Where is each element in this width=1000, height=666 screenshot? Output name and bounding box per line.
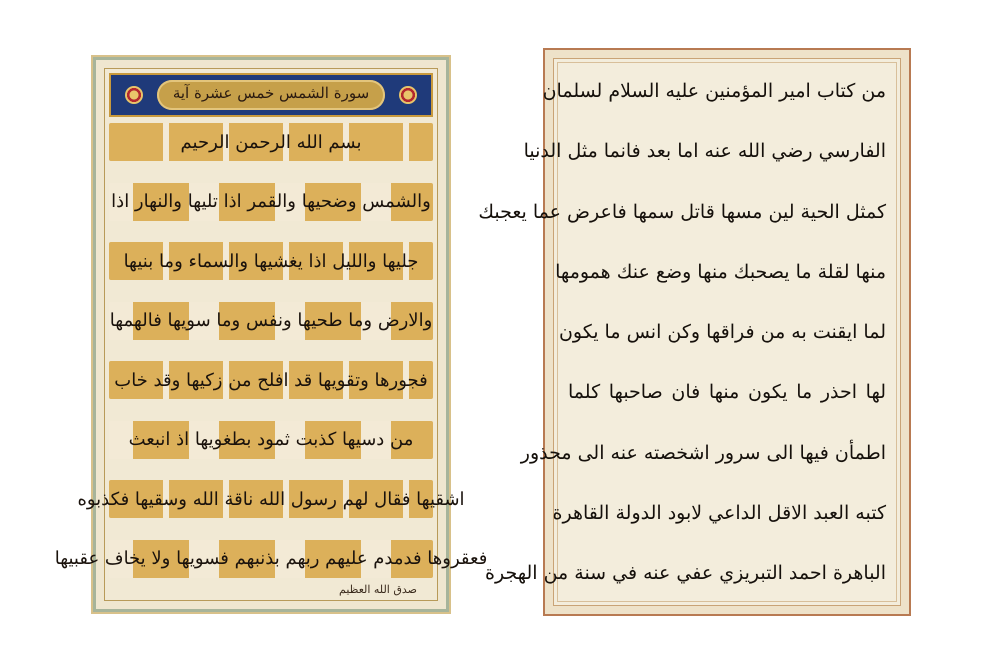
illuminated-surah-header (109, 73, 433, 117)
text-line: كمثل الحية لين مسها قاتل سمها فاعرض عما يعجبك (478, 200, 886, 223)
calligraphy-leaf-right (478, 48, 911, 616)
text-line: الباهرة احمد التبريزي عفي عنه في سنة من الهجرة (485, 562, 886, 584)
text-line: كتبه العبد الاقل الداعي لابود الدولة القاهرة (552, 501, 886, 524)
left-colophon: صدق الله العظيم (339, 583, 417, 596)
quran-leaf-left (54, 57, 488, 612)
rosette-ornament-icon (399, 86, 417, 104)
text-line: فعقروها فدمدم عليهم ربهم بذنبهم فسويها ولا يخاف عقبيها (109, 540, 433, 578)
text-line: والارض وما طحيها ونفس وما سويها فالهمها (109, 302, 433, 340)
text-line: لها احذر ما يكون منها فان صاحبها كلما (568, 381, 886, 404)
text-line: من كتاب امير المؤمنين عليه السلام لسلمان (542, 80, 886, 102)
surah-title: سورة الشمس خمس عشرة آية (172, 84, 370, 102)
text-line: اطمأن فيها الى سرور اشخصته عنه الى محذور (520, 441, 886, 464)
text-line: لما ايقنت به من فراقها وكن انس ما يكون (558, 321, 886, 343)
text-line: من دسيها كذبت ثمود بطغويها اذ انبعث (109, 421, 433, 459)
text-line: اشقيها فقال لهم رسول الله ناقة الله وسقيها فكذبوه (109, 480, 433, 518)
text-line: جليها والليل اذا يغشيها والسماء وما بنيها (109, 242, 433, 280)
text-line: الفارسي رضي الله عنه اما بعد فانما مثل الدنيا (523, 140, 886, 163)
right-leaf-text-panel (478, 58, 901, 606)
left-leaf-text-panel (54, 68, 488, 601)
left-text-lines (54, 123, 488, 578)
text-line: بسم الله الرحمن الرحيم (109, 123, 433, 161)
text-line: منها لقلة ما يصحبك منها وضع عنك همومها (555, 260, 886, 283)
rosette-ornament-icon (125, 86, 143, 104)
text-line: فجورها وتقويها قد افلح من زكيها وقد خاب (109, 361, 433, 399)
right-text-lines (478, 73, 886, 591)
text-line: والشمس وضحيها والقمر اذا تليها والنهار اذا (109, 183, 433, 221)
